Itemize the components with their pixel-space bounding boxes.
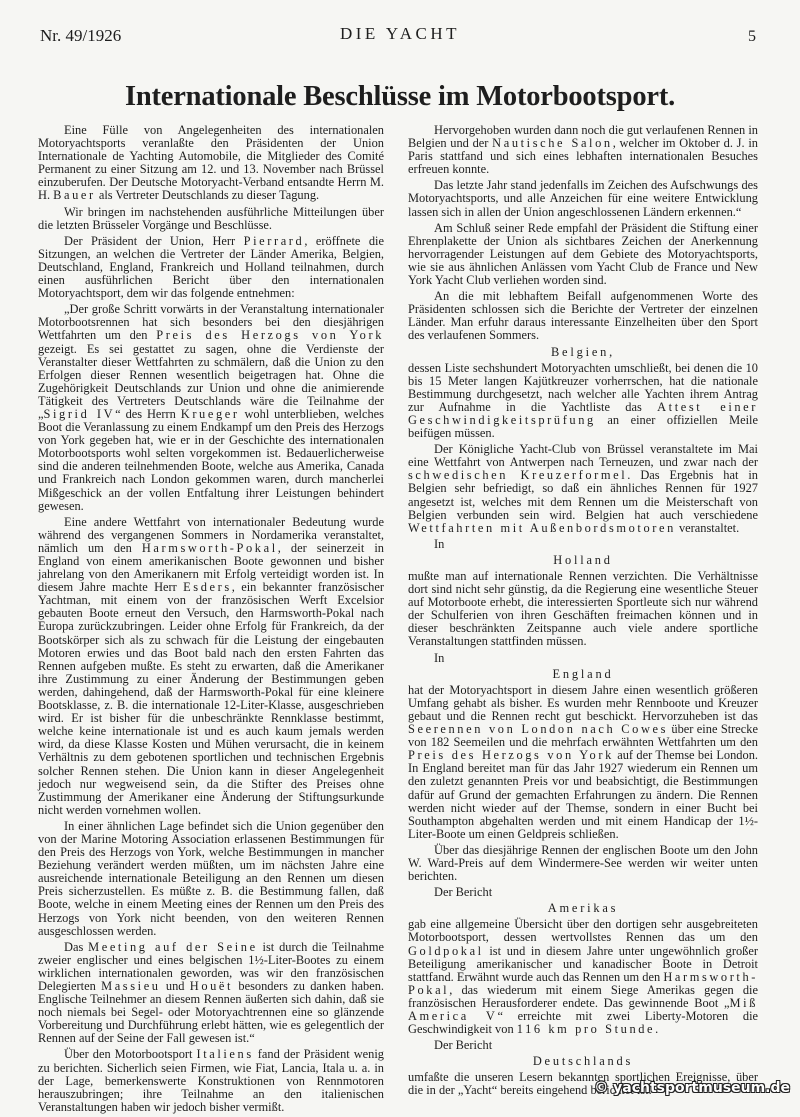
watermark: © yachtsportmuseum.de bbox=[594, 1080, 790, 1096]
text-segment: , welcher im Oktober d. J. in Paris stattfand und sich eines lebhaften internationalen Besuches erfreuen konnte. bbox=[408, 136, 758, 177]
text-segment: , das wiederum mit einem Siege Amerikas gegen die französischen Herausforderer endete. Das gewinnende Boot „ bbox=[408, 982, 758, 1010]
text-segment: auf der Themse bei London. In England bereitet man für das Jahr 1927 wiederum ein Rennen um den zuletzt genannten Preis vor und beabsichtigt, die Bestimmungen dafür auf Grund der gemachten Erfahrungen zu ändern. Die Rennen werden nicht wieder auf der Themse, sondern in einer Bucht bei Southampton abgehalten werden und mit einem Handicap der 1½-Liter-Boote um einen Geldpreis schließen. bbox=[408, 748, 758, 841]
text-segment: Wir bringen im nachstehenden ausführliche Mitteilungen über die letzten Brüsseler Vorgänge und Beschlüsse. bbox=[38, 204, 384, 232]
section-heading: Amerikas bbox=[547, 901, 619, 916]
text-segment: In einer ähnlichen Lage befindet sich die Union gegenüber den von der Marine Motoring Association erlassenen Bestimmungen für den Preis des Herzogs von York, welche Bestimmungen in mancher Beziehung verändert werden müßten, um im nächsten Jahre eine ausreichende internationale Beteiligung an den Rennen um diesen Preis sicherzustellen. Es müßte z. B. die Bestimmung fallen, daß Boote, welche in einem Meeting eines der Rennen um den Preis des Herzogs von York nicht beenden, von den weiteren Rennen ausgeschlossen werden. bbox=[38, 818, 384, 938]
text-segment: Der Präsident der Union, Herr bbox=[64, 233, 244, 248]
paragraph bbox=[38, 820, 384, 938]
text-segment: Eine andere Wettfahrt von internationaler Bedeutung wurde während des vergangenen Sommers in Nordamerika veranstaltet, nämlich um den bbox=[38, 514, 384, 555]
text-segment: an einer offiziellen Meile beifügen müssen. bbox=[408, 412, 758, 441]
paragraph bbox=[408, 290, 758, 342]
paragraph bbox=[408, 538, 758, 551]
text-segment: Das letzte Jahr stand jedenfalls im Zeichen des Aufschwungs des Motoryachtsports, und alle Anzeichen für eine weitere Entwicklung lassen sich in allen der Union angeschlossenen Ländern erkennen.“ bbox=[408, 178, 758, 219]
text-segment: Am Schluß seiner Rede empfahl der Präsident die Stiftung einer Ehrenplakette der Union als sichtbares Zeichen der Anerkennung hervorragender Leistungen auf dem Gebiete des Motoryachtsports, wie sie aus ähnlichen Anlässen vom Yacht Club de France und New York Yacht Club verliehen worden sind. bbox=[408, 220, 758, 288]
emphasized-text: Houët bbox=[189, 979, 234, 993]
text-segment: besonders zu danken haben. Englische Teilnehmer an diesem Rennen äußerten sich dahin, daß sie noch niemals bei Segel- oder Motoryachtrennen eine so glänzende Vorbereitung und Durchführung erlebt hätten, wie es gelegentlich der Rennen auf der Seine der Fall gewesen ist.“ bbox=[38, 979, 384, 1046]
text-segment: ist und in diesem Jahre unter ungewöhnlich großer Beteiligung amerikanischer und kanadischer Boote in Detroit stattfand. Erwähnt wurde auch das Rennen um den bbox=[408, 943, 758, 984]
text-segment: In bbox=[434, 536, 445, 551]
paragraph bbox=[408, 222, 758, 287]
paragraph bbox=[38, 941, 384, 1046]
issue-number: Nr. 49/1926 bbox=[40, 26, 122, 45]
paragraph bbox=[408, 362, 758, 441]
text-segment: hat der Motoryachtsport in diesem Jahre einen wesentlich größeren Umfang gehabt als bisher. Es wurden mehr Rennboote und Kreuzer gebaut und die Rennen recht gut beschickt. Hervorzuheben ist das bbox=[408, 682, 758, 723]
emphasized-text: Preis des Herzogs von York bbox=[156, 328, 384, 343]
text-segment: gezeigt. Es sei gestattet zu sagen, ohne die Verdienste der Veranstalter dieser Wettfahrten zu schmälern, daß die Union zu den Erfolgen dieser Rennen wesentlich beigetragen hat. Ohne die Zugehörigkeit Deutschlands zur Union und ohne die animierende Tätigkeit des Vertreters Deutschlands wäre die Teilnahme der „ bbox=[38, 341, 384, 421]
paragraph bbox=[408, 684, 758, 841]
paragraph bbox=[408, 179, 758, 218]
paragraph bbox=[38, 303, 384, 513]
text-segment: . Das Ergebnis hat in Belgien sehr befriedigt, so daß ein ähnliches Rennen für 1927 angesetzt ist, welches mit dem Rennen um die Meisterschaft von Belgien verbunden sein wird. Belgien hat auch verschiedene bbox=[408, 468, 758, 522]
text-segment: mußte man auf internationale Rennen verzichten. Die Verhältnisse dort sind nicht sehr günstig, da die Regierung eine wesentliche Steuer auf Motorboote erhebt, die interessierten Sportleute sich nur während der Schulferien von ihren Geschäften freimachen können und in dieser beschränkten Zeitspanne auch viele andere sportliche Veranstaltungen stattfinden müssen. bbox=[408, 569, 758, 649]
paragraph bbox=[38, 124, 384, 203]
paragraph bbox=[408, 652, 758, 665]
emphasized-text: Harmsworth-Pokal bbox=[141, 540, 278, 555]
paragraph bbox=[38, 206, 384, 232]
magazine-name: DIE YACHT bbox=[339, 24, 461, 43]
paragraph bbox=[38, 235, 384, 300]
right-column bbox=[408, 124, 758, 1101]
text-segment: gab eine allgemeine Übersicht über den dortigen sehr ausgebreiteten Motorbootsport, dessen wertvollstes Rennen das um den bbox=[408, 917, 758, 945]
emphasized-text: Preis des Herzogs von York bbox=[408, 748, 614, 763]
text-segment: „Der große Schritt vorwärts in der Veranstaltung internationaler Motorbootsrennen hat sich besonders bei den diesjährigen Wettfahrten um den bbox=[38, 302, 384, 343]
paragraph bbox=[408, 1039, 758, 1052]
text-segment: , eröffnete die Sitzungen, an welchen die Vertreter der Länder Amerika, Belgien, Deutschland, England, Frankreich und Holland teilnahmen, durch einen ausführlichen Bericht über den internationalen Motoryachtsport, dem wir das folgende entnehmen: bbox=[38, 233, 384, 301]
paragraph bbox=[408, 918, 758, 1036]
emphasized-text: Italiens bbox=[196, 1047, 254, 1062]
text-segment: Das bbox=[64, 939, 89, 954]
emphasized-text: Harmsworth-Pokal bbox=[408, 969, 758, 997]
text-segment: Über den Motorbootsport bbox=[64, 1047, 197, 1062]
text-segment: Der Königliche Yacht-Club von Brüssel veranstaltete im Mai eine Wettfahrt von Antwerpen nach Terneuzen, und zwar nach der bbox=[408, 442, 758, 470]
text-segment: veranstaltet. bbox=[675, 520, 740, 535]
emphasized-text: Goldpokal bbox=[408, 943, 484, 958]
paragraph bbox=[38, 1048, 384, 1113]
text-segment: als Vertreter Deutschlands zu dieser Tagung. bbox=[95, 188, 320, 203]
emphasized-text: Wettfahrten mit Außenbordsmotoren bbox=[408, 520, 676, 535]
section-heading: Deutschlands bbox=[532, 1054, 634, 1069]
text-segment: und bbox=[160, 979, 190, 993]
emphasized-text: Seerennen von London nach Cowes bbox=[408, 722, 669, 737]
page-number: 5 bbox=[748, 28, 756, 45]
emphasized-text: Bauer bbox=[53, 188, 96, 203]
text-segment: fand der Präsident wenig zu berichten. Sicherlich seien Firmen, wie Fiat, Lancia, Itala u. a. in der Lage, bemerkenswerte Konstruktionen von Rennmotoren herauszubringen; ihre Teilnahme an den italienischen Veranstaltungen haben wir jedoch bisher vermißt. bbox=[38, 1047, 384, 1114]
paragraph bbox=[408, 844, 758, 883]
emphasized-text: Miß America V bbox=[408, 995, 758, 1023]
text-segment: In bbox=[434, 650, 445, 665]
text-segment: , der seinerzeit in England von einem amerikanischen Boote gewonnen und bisher jahrelang von den Amerikanern mit Erfolg verteidigt worden ist. In diesem Jahre machte Herr bbox=[38, 540, 384, 595]
emphasized-text: schwedischen Kreuzerformel bbox=[408, 468, 628, 483]
text-segment: . bbox=[655, 1022, 659, 1037]
emphasized-text: Pierrard bbox=[243, 233, 305, 248]
paragraph bbox=[408, 443, 758, 535]
text-segment: über eine Strecke von 182 Seemeilen und die mehrfach erwähnten Wettfahrten um den bbox=[408, 722, 758, 750]
article-title: Internationale Beschlüsse im Motorbootsport. bbox=[124, 81, 676, 112]
paragraph bbox=[408, 886, 758, 899]
text-segment: Der Bericht bbox=[434, 885, 493, 900]
emphasized-text: Esders bbox=[183, 580, 232, 595]
text-segment: Der Bericht bbox=[434, 1038, 493, 1053]
emphasized-text: Krueger bbox=[180, 406, 240, 421]
text-segment: “ des Herrn bbox=[115, 406, 181, 421]
text-segment: dessen Liste sechshundert Motoryachten umschließt, bei denen die 10 bis 15 Meter langen Kajütkreuzer vorherrschen, hat die nationale Bestimmung durchgesetzt, nach welcher alle Yachten ihrem Antrag zur Aufnahme in die Yachtliste das bbox=[408, 360, 758, 414]
text-segment: Über das diesjährige Rennen der englischen Boote um den John W. Ward-Preis auf dem Windermere-See werden wir weiter unten berichten. bbox=[408, 842, 758, 884]
emphasized-text: Nautische Salon bbox=[492, 136, 613, 151]
paragraph bbox=[408, 124, 758, 176]
emphasized-text: Sigrid IV bbox=[43, 406, 116, 421]
text-segment: Hervorgehoben wurden dann noch die gut verlaufenen Rennen in Belgien und der bbox=[408, 123, 758, 151]
left-column bbox=[38, 124, 384, 1117]
emphasized-text: Attest einer Geschwindigkeitsprüfung bbox=[408, 399, 758, 427]
emphasized-text: Massieu bbox=[101, 979, 161, 993]
section-heading: Holland bbox=[553, 552, 613, 567]
text-segment: wohl unterblieben, welches Boot die Veranlassung zu einem Endkampf um den Preis des Herzogs von York gegeben hat, wie er in der Geschichte des internationalen Motorbootsports wohl selten vorgekommen ist. Bedauerlicherweise sind die anderen teilnehmenden Boote, welche aus Amerika, Canada und Frankreich nach London gekommen waren, durch mancherlei Mißgeschick an der vollen Entfaltung ihrer Leistungen behindert gewesen. bbox=[38, 406, 384, 513]
emphasized-text: 116 km pro Stunde bbox=[516, 1022, 656, 1037]
paragraph bbox=[408, 570, 758, 649]
emphasized-text: Meeting auf der Seine bbox=[88, 939, 258, 954]
text-segment: ist durch die Teilnahme zweier englischer und eines belgischen 1½-Liter-Bootes zu einem wirklichen internationalen geworden, was wir den französischen Delegierten bbox=[38, 939, 384, 993]
section-heading: Belgien, bbox=[550, 344, 616, 359]
text-segment: Eine Fülle von Angelegenheiten des internationalen Motoryachtsports veranlaßte den Präsidenten der Union Internationale de Yachting Automobile, die Mitglieder des Comité Permanent zu einer Sitzung am 12. und 13. November nach Brüssel einzuberufen. Der Deutsche Motoryacht-Verband entsandte Herrn M. H. bbox=[38, 123, 384, 203]
text-segment: “ erreichte mit zwei Liberty-Motoren die Geschwindigkeit von bbox=[408, 1009, 759, 1037]
paragraph bbox=[38, 516, 384, 817]
text-segment: An die mit lebhaftem Beifall aufgenommenen Worte des Präsidenten schlossen sich die Berichte der Vertreter der einzelnen Länder. Man erfuhr daraus interessante Einzelheiten über den Sport des verlaufenen Sommers. bbox=[408, 289, 758, 343]
section-heading: England bbox=[552, 666, 614, 681]
text-segment: umfaßte die unseren Lesern bekannten sportlichen Ereignisse, über die in der „Yacht“ bereits eingehend berichtet ist. bbox=[408, 1070, 758, 1098]
text-segment: , ein bekannter französischer Yachtman, mit einem von der französischen Werft Excelsior gebauten Boote erneut den Versuch, den Harmsworth-Pokal nach Europa zurückzubringen. Leider ohne Erfolg für Frankreich, da der Bootskörper sich als zu schwach für die Leistung der eingebauten Motoren erwies und das Boot bald nach den ersten Fahrten das Rennen aufgeben mußte. Es steht zu erwarten, daß die Amerikaner ihre Zustimmung zu einer Änderung der Bestimmungen geben werden, dahingehend, daß der Harmsworth-Pokal für eine kleinere Bootsklasse, z. B. die internationale 12-Liter-Klasse, ausgeschrieben wird. Er ist bisher für die unbeschränkte Rennklasse bestimmt, welche keine internationale ist und es auch kaum jemals werden wird, da diese Klasse Kosten und Mühen verursacht, die in keinem Verhältnis zu dem gebotenen sportlichen und technischen Ergebnis solcher Rennen stehen. Die Union kann in dieser Angelegenheit jedoch nur wegweisend sein, da die Stifter des Preises ohne Zustimmung der Amerikaner eine Änderung der Stiftungsurkunde nicht werden vornehmen wollen. bbox=[38, 580, 384, 817]
